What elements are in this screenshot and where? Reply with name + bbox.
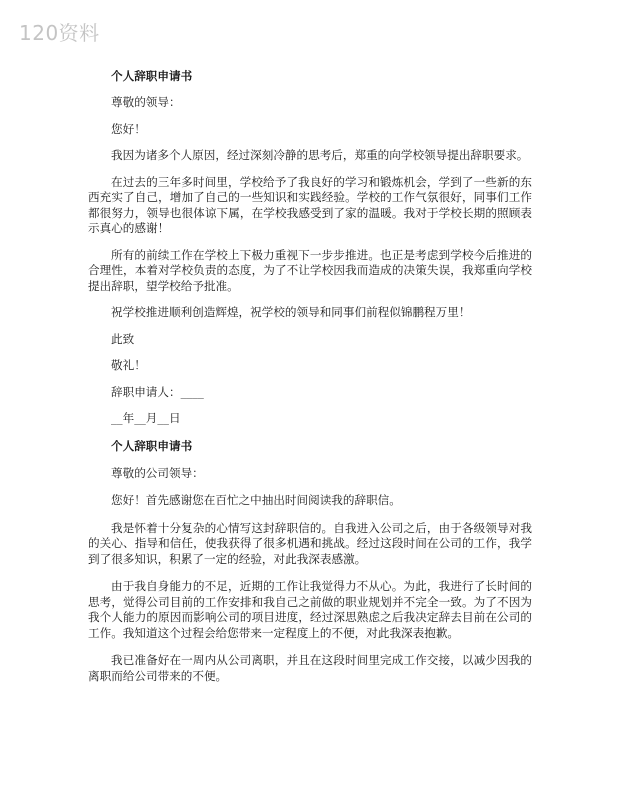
closing-salute: 敬礼！ (111, 358, 146, 372)
greeting: 您好！首先感谢您在百忙之中抽出时间阅读我的辞职信。 (111, 493, 401, 507)
greeting: 您好！ (111, 121, 146, 136)
document-page (88, 68, 532, 696)
body-paragraph: 在过去的三年多时间里，学校给予了我良好的学习和锻炼机会，学到了一些新的东西充实了自己，增加了自己的一些知识和实践经验。学校的工作气氛很好，同事们工作都很努力，领导也很体谅下属，在学校我感受到了家的温暖。我对于学校长期的照顾表示真心的感谢！ (88, 174, 532, 235)
body-paragraph: 我已准备好在一周内从公司离职，并且在这段时间里完成工作交接，以减少因我的离职而给公司带来的不便。 (88, 653, 532, 683)
salutation: 尊敬的领导： (111, 95, 181, 109)
body-paragraph: 我因为诸多个人原因，经过深刻冷静的思考后，郑重的向学校领导提出辞职要求。 (111, 148, 529, 162)
body-paragraph: 祝学校推进顺利创造辉煌，祝学校的领导和同事们前程似锦鹏程万里！ (111, 305, 471, 319)
body-paragraph: 所有的前续工作在学校上下极力重视下一步步推进。也正是考虑到学校今后推进的合理性，本着对学校负责的态度，为了不让学校因我而造成的决策失误，我郑重向学校提出辞职，望学校给予批准。 (88, 247, 532, 293)
resignation-letter-company (88, 438, 532, 685)
body-paragraph: 我是怀着十分复杂的心情写这封辞职信的。自我进入公司之后，由于各级领导对我的关心、指导和信任，使我获得了很多机遇和挑战。经过这段时间在公司的工作，我学到了很多知识，积累了一定的经验，对此我深表感激。 (88, 520, 532, 566)
signature-line: 辞职申请人：____ (111, 384, 204, 399)
letter-title: 个人辞职申请书 (111, 438, 193, 453)
date-line: __年__月__日 (111, 411, 181, 425)
closing: 此致 (111, 331, 135, 346)
resignation-letter-school (88, 68, 532, 427)
watermark: 120资料 (19, 21, 100, 45)
salutation: 尊敬的公司领导： (111, 465, 204, 480)
body-paragraph: 由于我自身能力的不足，近期的工作让我觉得力不从心。为此，我进行了长时间的思考，觉得公司目前的工作安排和我自己之前做的职业规划并不完全一致。为了不因为我个人能力的原因而影响公司的项目进度，经过深思熟虑之后我决定辞去目前在公司的工作。我知道这个过程会给您带来一定程度上的不便，对此我深表抱歉。 (88, 579, 532, 640)
letter-title: 个人辞职申请书 (111, 69, 193, 83)
